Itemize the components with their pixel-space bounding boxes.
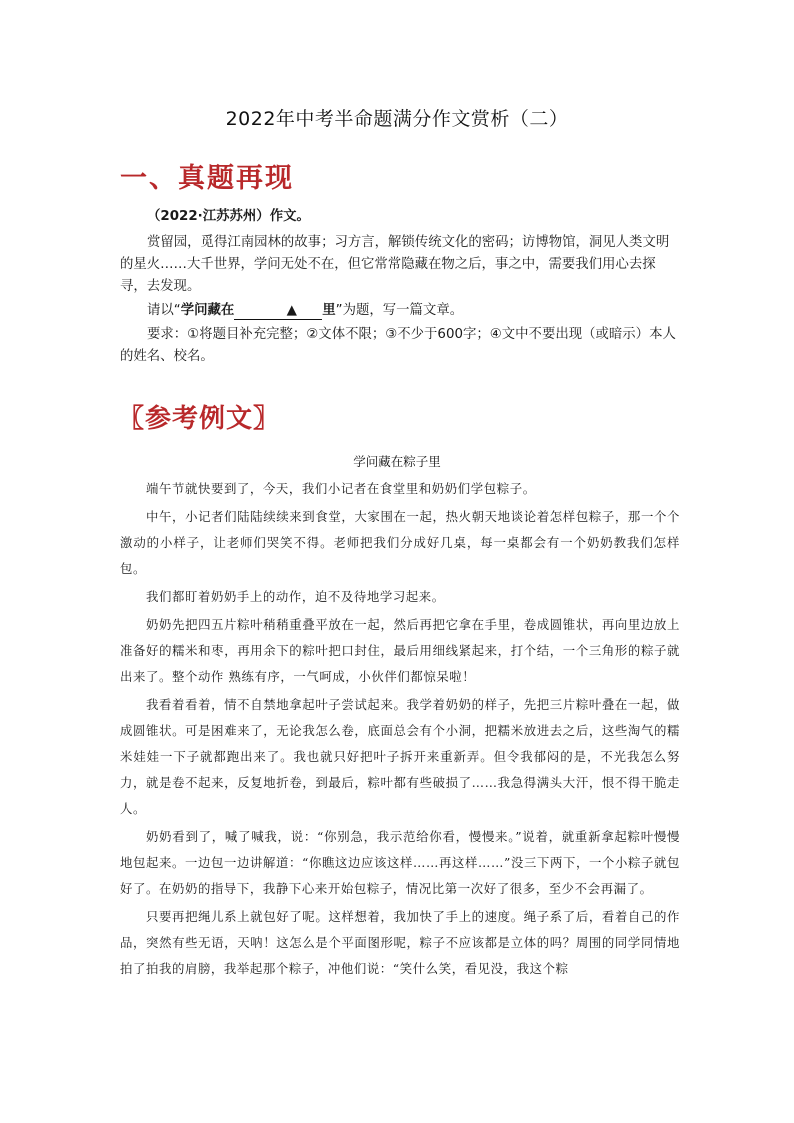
- document-title: 2022年中考半命题满分作文赏析（二）: [225, 108, 569, 130]
- title-blank: ▲: [234, 303, 322, 320]
- essay-paragraph: 我看着看着，情不自禁地拿起叶子尝试起来。我学着奶奶的样子，先把三片粽叶叠在一起，做成圆锥状。可是困难来了，无论我怎么卷，底面总会有个小洞，把糯米放进去之后，这些淘气的糯米娃娃一下子就都跑出来了。我也就只好把叶子拆开来重新弄。但令我郁闷的是，不光我怎么努力，就是卷不起来，反复地折卷，到最后，粽叶都有些破损了……我急得满头大汗，恨不得干脆走人。: [120, 697, 680, 816]
- instruction-suffix: ”为题，写一篇文章。: [335, 303, 464, 318]
- essay-body: [120, 476, 680, 984]
- essay-paragraph: 中午，小记者们陆陆续续来到食堂，大家围在一起，热火朝天地谈论着怎样包粽子，那一个个激动的小样子，让老师们哭笑不得。老师把我们分成好几桌，每一桌都会有一个奶奶教我们怎样包。: [120, 509, 680, 576]
- prompt-block: [120, 206, 680, 368]
- instruction-bold-start: 学问藏在: [180, 303, 235, 318]
- essay-paragraph: 奶奶看到了，喊了喊我，说：“你别急，我示范给你看，慢慢来。”说着，就重新拿起粽叶慢慢地包起来。一边包一边讲解道：“你瞧这边应该这样……再这样……”没三下两下，一个小粽子就包好了。在奶奶的指导下，我静下心来开始包粽子，情况比第一次好了很多，至少不会再漏了。: [120, 829, 680, 896]
- essay-paragraph: 只要再把绳儿系上就包好了呢。这样想着，我加快了手上的速度。绳子系了后，看着自己的作品，突然有些无语，天呐！这怎么是个平面图形呢，粽子不应该都是立体的吗？周围的同学同情地拍了拍我的肩膀，我举起那个粽子，冲他们说：“笑什么笑，看见没，我这个粽: [120, 909, 680, 976]
- prompt-paragraph: 赏留园，觅得江南园林的故事；习方言，解锁传统文化的密码；访博物馆，洞见人类文明的星火……大千世界，学问无处不在，但它常常隐藏在物之后，事之中，需要我们用心去探寻，去发现。: [120, 235, 670, 294]
- section-heading: 一、真题再现: [120, 163, 294, 194]
- prompt-instruction: [120, 300, 680, 322]
- essay-title: 学问藏在粽子里: [353, 454, 441, 469]
- instruction-prefix: 请以“: [147, 303, 181, 318]
- essay-paragraph: 我们都盯着奶奶手上的动作，迫不及待地学习起来。: [146, 589, 445, 604]
- reference-heading: 〖参考例文〗: [118, 404, 281, 434]
- instruction-bold-end: 里: [322, 303, 336, 318]
- prompt-source: （2022·江苏苏州）作文。: [147, 209, 310, 224]
- essay-paragraph: 奶奶先把四五片粽叶稍稍重叠平放在一起，然后再把它拿在手里，卷成圆锥状，再向里边放上准备好的糯米和枣，再用余下的粽叶把口封住，最后用细线紧起来，打个结，一个三角形的粽子就出来了。整个动作 熟练有序，一气呵成，小伙伴们都惊呆啦！: [120, 617, 680, 684]
- prompt-requirements: 要求：①将题目补充完整；②文体不限；③不少于600字；④文中不要出现（或暗示）本人的姓名、校名。: [120, 327, 676, 364]
- essay-paragraph: 端午节就快要到了，今天，我们小记者在食堂里和奶奶们学包粽子。: [146, 481, 536, 496]
